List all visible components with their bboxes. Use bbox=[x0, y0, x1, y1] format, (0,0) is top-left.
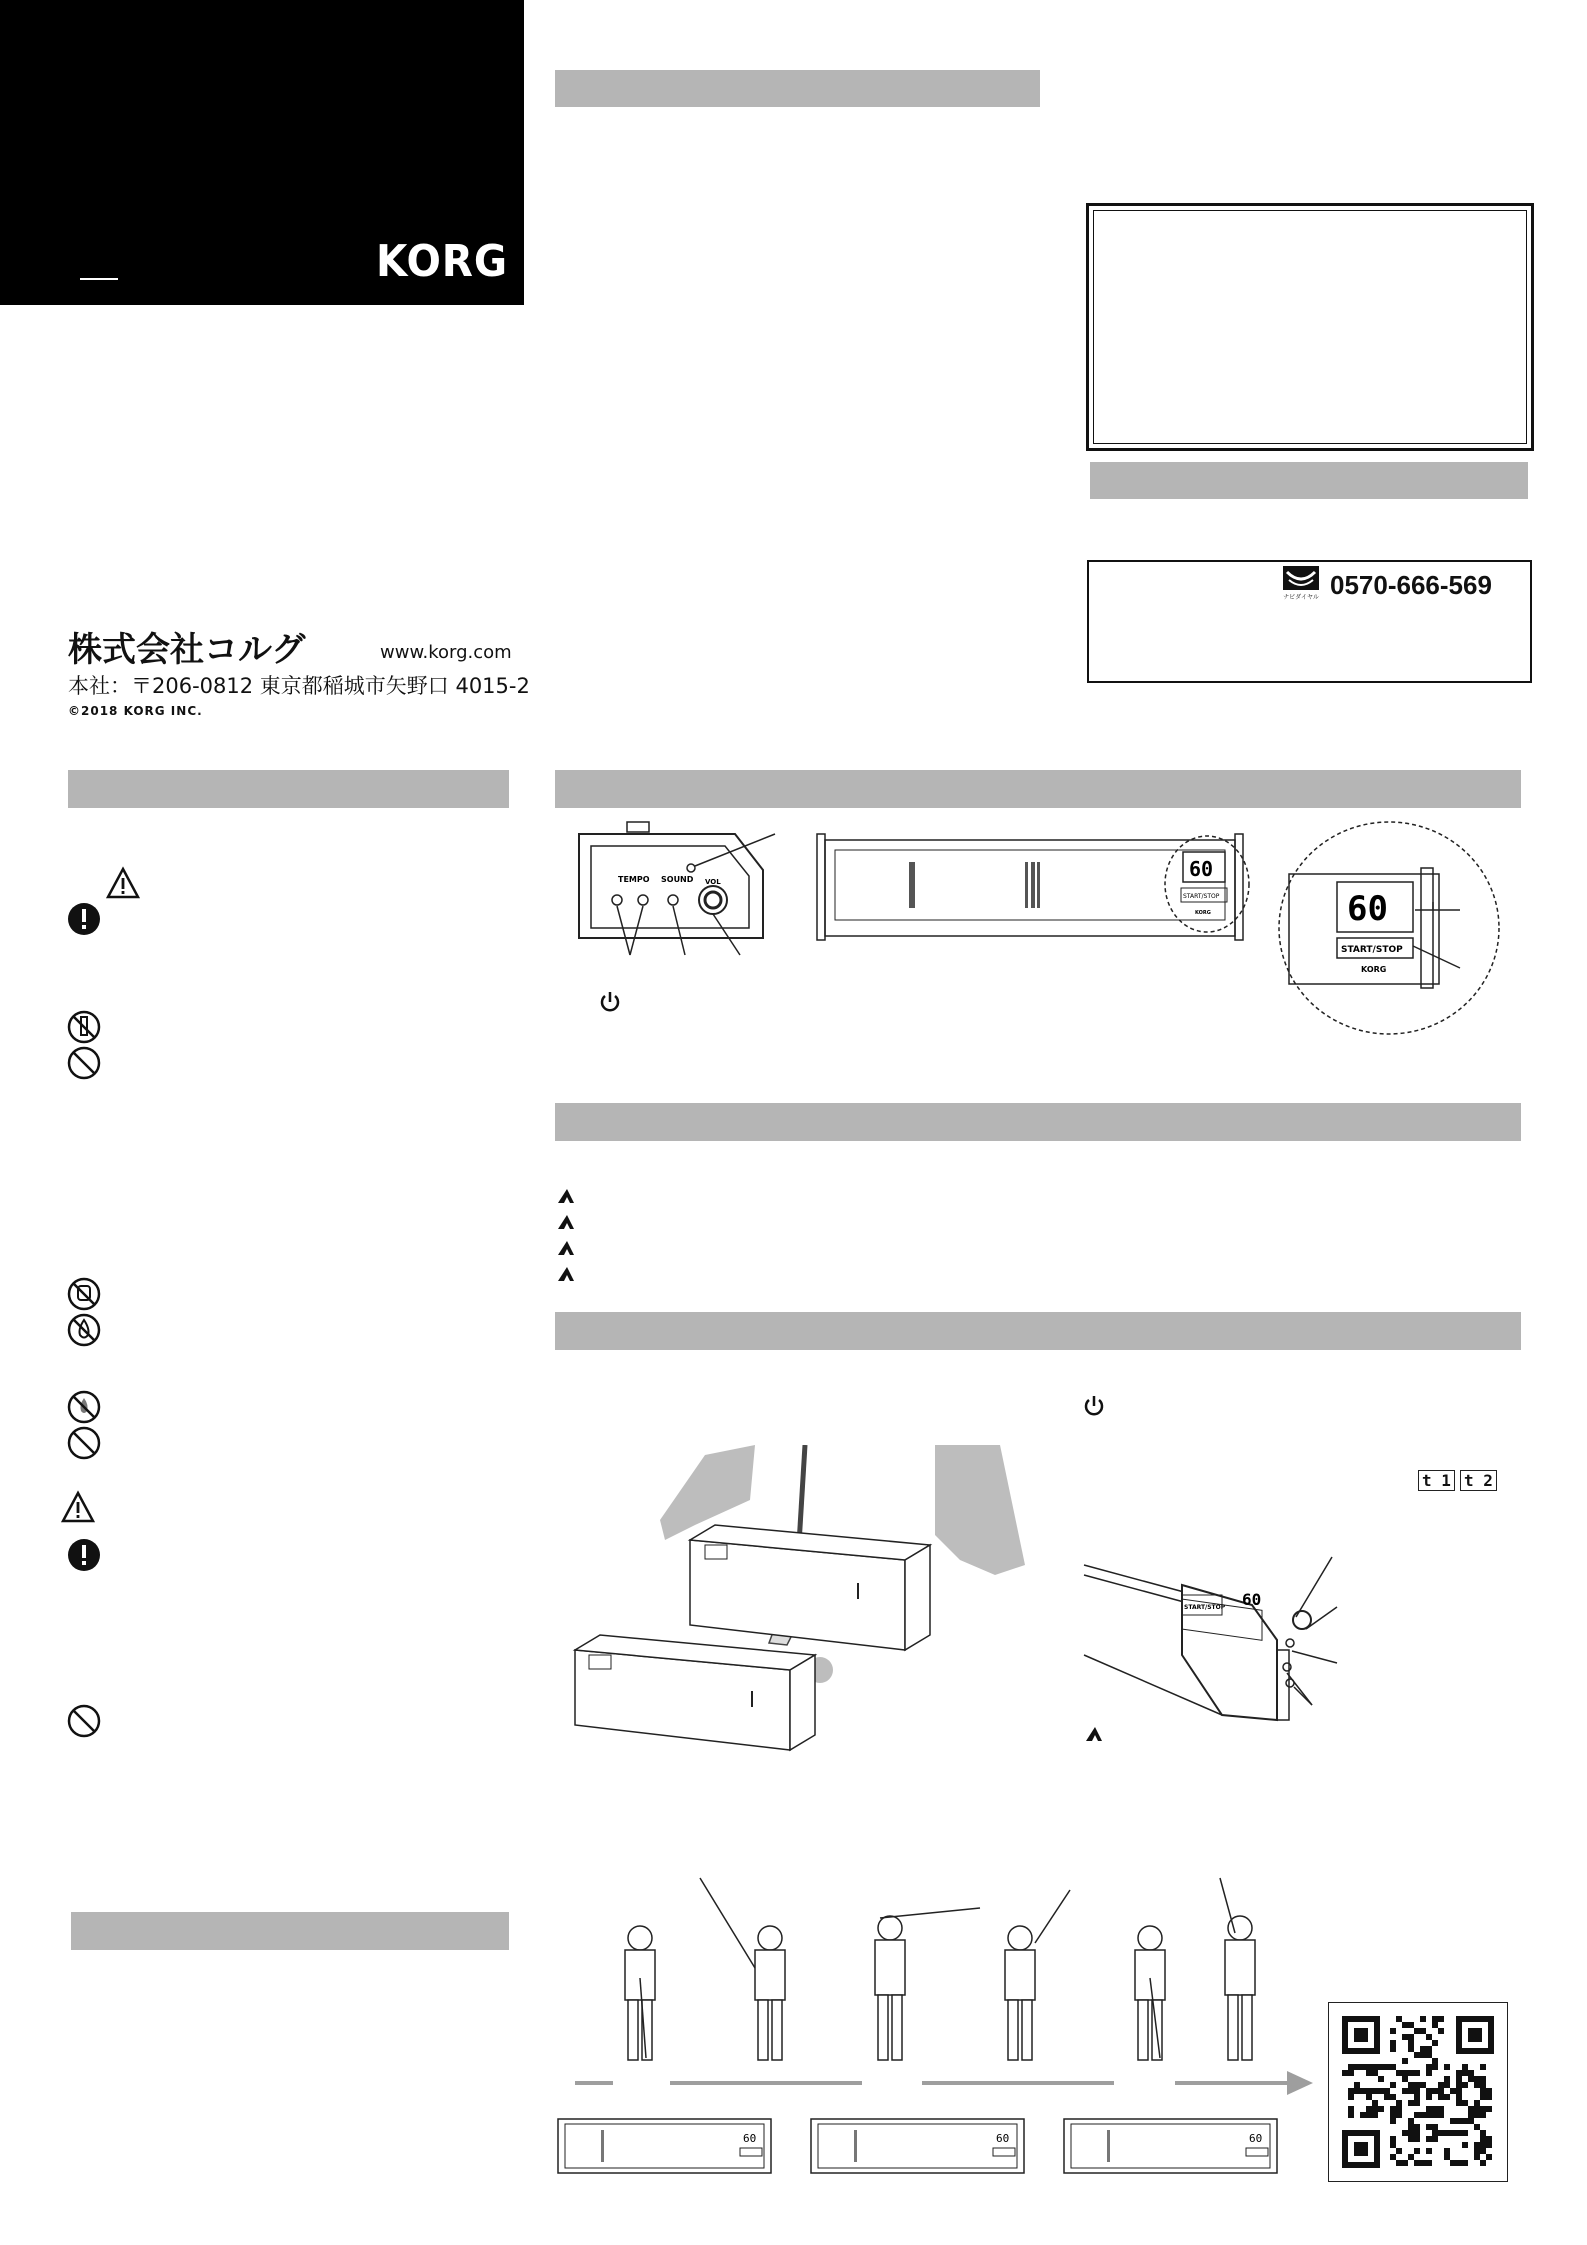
tempo-t1-glyph: t 1 bbox=[1418, 1470, 1455, 1491]
sound-label: SOUND bbox=[661, 875, 694, 884]
warning-triangle-icon bbox=[106, 866, 140, 900]
vol-label: VOL bbox=[705, 878, 721, 886]
device-thumbnail-1 bbox=[557, 2118, 772, 2174]
korg-logo: KORG bbox=[376, 236, 509, 287]
zoom-start-stop-label: START/STOP bbox=[1341, 945, 1403, 955]
notice-box bbox=[1086, 203, 1534, 451]
section-bar-left-2 bbox=[71, 1912, 509, 1950]
tempo-t2-glyph: t 2 bbox=[1460, 1470, 1497, 1491]
company-name: 株式会社コルグ bbox=[68, 630, 306, 670]
device-front-diagram bbox=[815, 830, 1255, 960]
power-icon-2 bbox=[1082, 1394, 1106, 1418]
device-end-diagram bbox=[1082, 1555, 1372, 1725]
company-address: 本社：〒206-0812 東京都稲城市矢野口 4015-2 bbox=[68, 674, 530, 698]
thumb-1-value: 60 bbox=[743, 2132, 757, 2145]
end-display-value: 60 bbox=[1242, 1590, 1262, 1609]
mandatory-icon-2 bbox=[67, 1538, 101, 1572]
cover-rule bbox=[80, 278, 118, 280]
swing-sequence-illustration bbox=[600, 1868, 1280, 2073]
caution-triangle-icon bbox=[61, 1490, 95, 1524]
prohibited-icon-3 bbox=[67, 1704, 101, 1738]
thumb-2-value: 60 bbox=[996, 2132, 1010, 2145]
website-url: www.korg.com bbox=[380, 642, 512, 663]
prohibited-icon-2 bbox=[67, 1426, 101, 1460]
section-bar-left-1 bbox=[68, 770, 509, 808]
note-wedge-icon bbox=[556, 1214, 576, 1230]
section-bar-controls bbox=[555, 770, 1521, 808]
copyright: ©2018 KORG INC. bbox=[68, 704, 203, 718]
display-zoom-diagram bbox=[1275, 818, 1515, 1040]
prohibited-icon bbox=[67, 1046, 101, 1080]
no-fire-icon bbox=[67, 1390, 101, 1424]
no-disassemble-icon bbox=[67, 1010, 101, 1044]
device-logo-small: KORG bbox=[1195, 910, 1211, 916]
section-bar-top bbox=[555, 70, 1040, 107]
svg-text:ナビダイヤル: ナビダイヤル bbox=[1283, 594, 1319, 601]
end-start-stop-label: START/STOP bbox=[1184, 1604, 1226, 1611]
timing-arrow bbox=[575, 2068, 1315, 2098]
cover-panel bbox=[0, 0, 524, 305]
zoom-device-logo: KORG bbox=[1361, 965, 1387, 974]
note-wedge-icon bbox=[556, 1188, 576, 1204]
section-bar-usage bbox=[555, 1312, 1521, 1350]
device-thumbnail-2 bbox=[810, 2118, 1025, 2174]
section-bar-right-mid bbox=[1090, 462, 1528, 499]
zoom-display-value: 60 bbox=[1347, 889, 1388, 929]
start-stop-label: START/STOP bbox=[1183, 893, 1220, 900]
display-value: 60 bbox=[1189, 857, 1214, 881]
note-wedge-icon bbox=[556, 1240, 576, 1256]
no-wet-hands-icon bbox=[67, 1277, 101, 1311]
thumb-3-value: 60 bbox=[1249, 2132, 1263, 2145]
note-wedge-icon bbox=[1084, 1726, 1104, 1742]
qr-code[interactable] bbox=[1328, 2002, 1508, 2182]
control-panel-diagram bbox=[565, 820, 795, 980]
section-bar-notes bbox=[555, 1103, 1521, 1141]
note-wedge-icon bbox=[556, 1266, 576, 1282]
putting-illustration bbox=[555, 1445, 1055, 1760]
device-thumbnail-3 bbox=[1063, 2118, 1278, 2174]
navi-dial-icon bbox=[1283, 566, 1319, 602]
no-water-icon bbox=[67, 1313, 101, 1347]
tempo-label: TEMPO bbox=[618, 875, 650, 884]
mandatory-icon bbox=[67, 902, 101, 936]
power-icon bbox=[598, 990, 622, 1014]
support-phone: 0570-666-569 bbox=[1330, 570, 1492, 600]
